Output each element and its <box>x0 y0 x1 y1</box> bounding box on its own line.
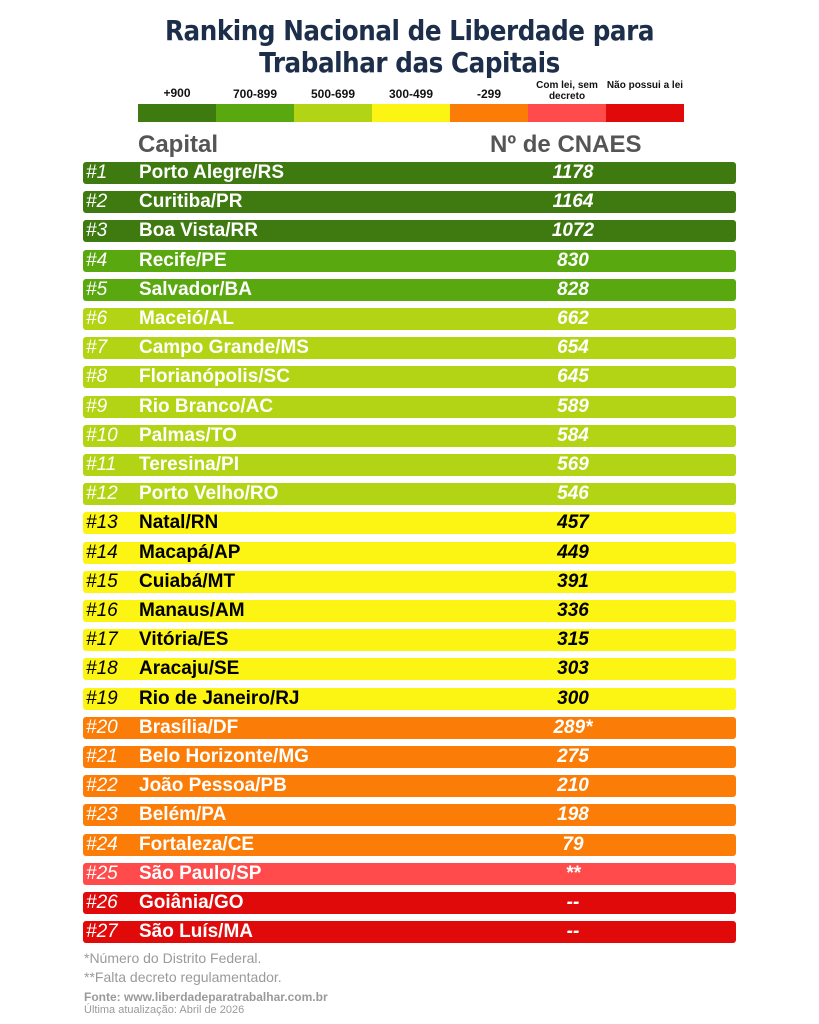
cnaes-value: 1178 <box>552 162 594 183</box>
table-row <box>83 483 736 505</box>
table-row <box>83 454 736 476</box>
legend-swatch <box>372 104 450 122</box>
capital-name: Fortaleza/CE <box>139 834 255 855</box>
capital-name: Curitiba/PR <box>139 191 243 212</box>
rank-label: #12 <box>86 483 118 504</box>
capital-name: São Paulo/SP <box>139 863 262 884</box>
table-row <box>83 425 736 447</box>
capital-name: Manaus/AM <box>139 600 245 621</box>
capital-name: São Luís/MA <box>139 921 254 942</box>
rank-label: #19 <box>86 688 118 709</box>
rank-label: #23 <box>86 804 118 825</box>
cnaes-value: 303 <box>557 658 589 679</box>
legend-swatch <box>528 104 606 122</box>
rank-label: #5 <box>86 279 108 300</box>
source-text: Fonte: www.liberdadeparatrabalhar.com.br <box>84 990 328 1004</box>
table-row <box>83 308 736 330</box>
cnaes-value: 589 <box>557 396 589 417</box>
table-row <box>83 162 736 184</box>
rank-label: #27 <box>86 921 118 942</box>
rank-label: #10 <box>86 425 118 446</box>
capital-name: Brasília/DF <box>139 717 239 738</box>
legend-label: 700-899 <box>232 87 278 101</box>
table-row <box>83 337 736 359</box>
rank-label: #1 <box>86 162 108 183</box>
capital-name: Campo Grande/MS <box>139 337 309 358</box>
column-header-cnaes: Nº de CNAES <box>490 131 642 158</box>
legend-label: -299 <box>476 87 502 101</box>
cnaes-value: 569 <box>557 454 589 475</box>
cnaes-value: 79 <box>562 834 584 855</box>
capital-name: Macapá/AP <box>139 542 241 563</box>
table-row <box>83 571 736 593</box>
rank-label: #22 <box>86 775 118 796</box>
legend-swatch <box>294 104 372 122</box>
cnaes-value: ** <box>565 863 581 884</box>
rank-label: #8 <box>86 366 108 387</box>
capital-name: Aracaju/SE <box>139 658 240 679</box>
cnaes-value: 1072 <box>551 220 595 241</box>
capital-name: Teresina/PI <box>139 454 239 475</box>
table-row <box>83 220 736 242</box>
rank-label: #24 <box>86 834 118 855</box>
rank-label: #21 <box>86 746 118 767</box>
rank-label: #17 <box>86 629 118 650</box>
cnaes-value: 830 <box>557 250 589 271</box>
table-row <box>83 600 736 622</box>
cnaes-value: 584 <box>557 425 589 446</box>
cnaes-value: 275 <box>557 746 589 767</box>
legend-label: 500-699 <box>310 87 356 101</box>
rank-label: #9 <box>86 396 108 417</box>
cnaes-value: 654 <box>557 337 589 358</box>
rank-label: #11 <box>86 454 117 475</box>
cnaes-value: 289* <box>553 717 593 738</box>
rank-label: #13 <box>86 512 118 533</box>
rank-label: #15 <box>86 571 118 592</box>
capital-name: Rio Branco/AC <box>139 396 274 417</box>
table-row <box>83 250 736 272</box>
table-row <box>83 366 736 388</box>
cnaes-value: 828 <box>557 279 589 300</box>
last-updated-text: Última atualização: Abril de 2026 <box>84 1004 245 1016</box>
cnaes-value: 315 <box>557 629 589 650</box>
legend-label: 300-499 <box>388 87 434 101</box>
chart-title-line-1: Ranking Nacional de Liberdade para <box>164 14 655 47</box>
table-row <box>83 542 736 564</box>
legend-label: Não possui a lei <box>606 80 684 91</box>
table-row <box>83 892 736 914</box>
cnaes-value: 300 <box>557 688 589 709</box>
legend-swatch <box>216 104 294 122</box>
table-row <box>83 658 736 680</box>
rank-label: #4 <box>86 250 108 271</box>
table-row <box>83 834 736 856</box>
capital-name: Vitória/ES <box>139 629 229 650</box>
cnaes-value: -- <box>566 921 580 942</box>
capital-name: Maceió/AL <box>139 308 235 329</box>
cnaes-value: 1164 <box>552 191 594 212</box>
rank-label: #18 <box>86 658 118 679</box>
capital-name: Florianópolis/SC <box>139 366 290 387</box>
legend-label: +900 <box>163 86 191 100</box>
table-row <box>83 629 736 651</box>
capital-name: Recife/PE <box>139 250 227 271</box>
table-row <box>83 717 736 739</box>
legend-swatch <box>450 104 528 122</box>
capital-name: Porto Alegre/RS <box>139 162 284 183</box>
footnote-decreto: **Falta decreto regulamentador. <box>84 969 282 985</box>
rank-label: #6 <box>86 308 108 329</box>
rank-label: #2 <box>86 191 108 212</box>
rank-label: #26 <box>86 892 118 913</box>
cnaes-value: 391 <box>557 571 589 592</box>
cnaes-value: 449 <box>557 542 589 563</box>
rank-label: #25 <box>86 863 118 884</box>
cnaes-value: 198 <box>557 804 589 825</box>
table-row <box>83 191 736 213</box>
table-row <box>83 804 736 826</box>
table-row <box>83 863 736 885</box>
cnaes-value: 645 <box>557 366 589 387</box>
table-row <box>83 396 736 418</box>
rank-label: #7 <box>86 337 108 358</box>
capital-name: Porto Velho/RO <box>139 483 279 504</box>
table-row <box>83 775 736 797</box>
table-row <box>83 921 736 943</box>
table-row <box>83 688 736 710</box>
capital-name: Rio de Janeiro/RJ <box>139 688 300 709</box>
rank-label: #14 <box>86 542 118 563</box>
table-row <box>83 746 736 768</box>
cnaes-value: 662 <box>557 308 589 329</box>
capital-name: Salvador/BA <box>139 279 252 300</box>
rank-label: #20 <box>86 717 118 738</box>
capital-name: Belo Horizonte/MG <box>139 746 309 767</box>
rank-label: #3 <box>86 220 108 241</box>
cnaes-value: 457 <box>557 512 589 533</box>
cnaes-value: 210 <box>557 775 589 796</box>
legend-label: Com lei, sem decreto <box>536 80 598 102</box>
chart-title-line-2: Trabalhar das Capitais <box>259 46 560 79</box>
capital-name: Palmas/TO <box>139 425 237 446</box>
capital-name: Belém/PA <box>139 804 227 825</box>
rank-label: #16 <box>86 600 118 621</box>
cnaes-value: 546 <box>557 483 589 504</box>
table-row <box>83 279 736 301</box>
table-row <box>83 512 736 534</box>
capital-name: Cuiabá/MT <box>139 571 236 592</box>
capital-name: Boa Vista/RR <box>139 220 258 241</box>
cnaes-value: 336 <box>557 600 589 621</box>
capital-name: Goiânia/GO <box>139 892 244 913</box>
legend-swatch <box>138 104 216 122</box>
capital-name: Natal/RN <box>139 512 219 533</box>
legend-swatch <box>606 104 684 122</box>
capital-name: João Pessoa/PB <box>139 775 287 796</box>
column-header-capital: Capital <box>138 131 219 158</box>
cnaes-value: -- <box>566 892 580 913</box>
footnote-distrito-federal: *Número do Distrito Federal. <box>84 950 262 966</box>
